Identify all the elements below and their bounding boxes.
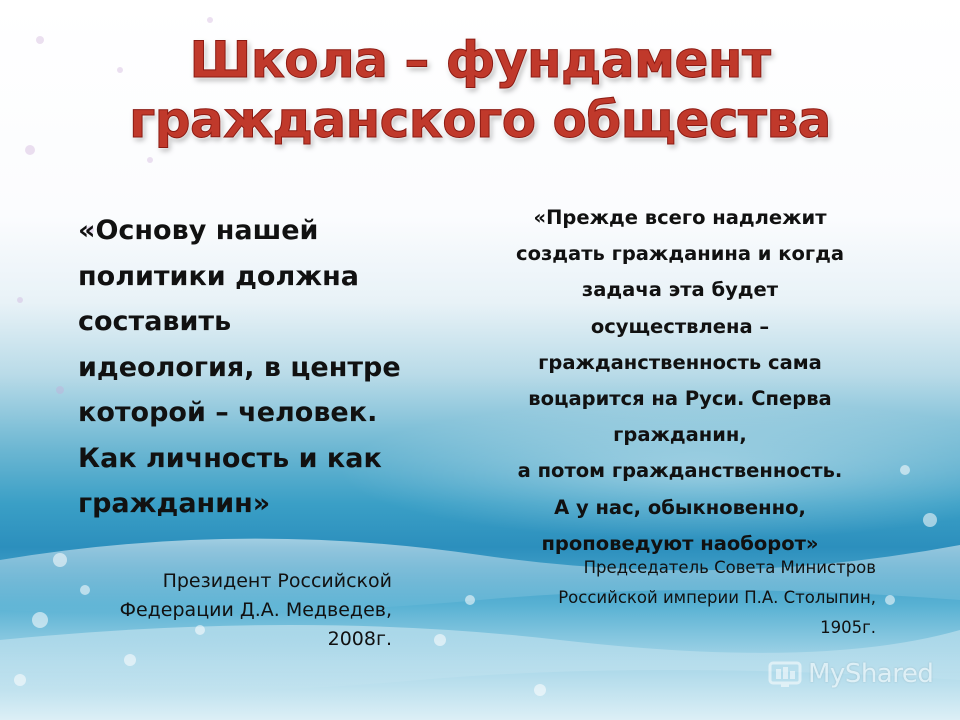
author-line: 2008г. [327, 628, 392, 650]
quote-line: гражданственность сама [538, 350, 822, 374]
quote-line: «Прежде всего надлежит [533, 206, 827, 229]
slide-title: Школа – фундамент гражданского общества [129, 31, 831, 149]
quote-line: гражданин, [613, 423, 747, 447]
watermark-text: MyShared [808, 659, 934, 689]
left-quote: «Основу нашей политики должна составить идеология, в центре которой – человек. Как личность и как гражданин» [78, 215, 401, 519]
author-line: 1905г. [820, 618, 876, 637]
left-quote-author [70, 567, 392, 654]
author-line: Президент Российской [162, 570, 392, 592]
right-quote [480, 200, 880, 562]
quote-line: создать гражданина и когда [516, 242, 844, 266]
quote-line: воцарится на Руси. Сперва [528, 387, 832, 411]
quote-line: задача эта будет [581, 278, 779, 302]
author-line: Российской империи П.А. Столыпин, [558, 588, 876, 607]
right-quote-author [476, 553, 876, 643]
quote-line: а потом гражданственность. [517, 459, 843, 483]
author-line: Председатель Совета Министров [583, 558, 876, 577]
quote-line: А у нас, обыкновенно, [554, 495, 806, 519]
quote-line: проповедуют наоборот» [541, 531, 819, 555]
myshared-watermark [768, 656, 933, 692]
myshared-logo-icon [768, 659, 802, 689]
quote-line: осуществлена – [590, 314, 770, 338]
author-line: Федерации Д.А. Медведев, [119, 599, 392, 621]
